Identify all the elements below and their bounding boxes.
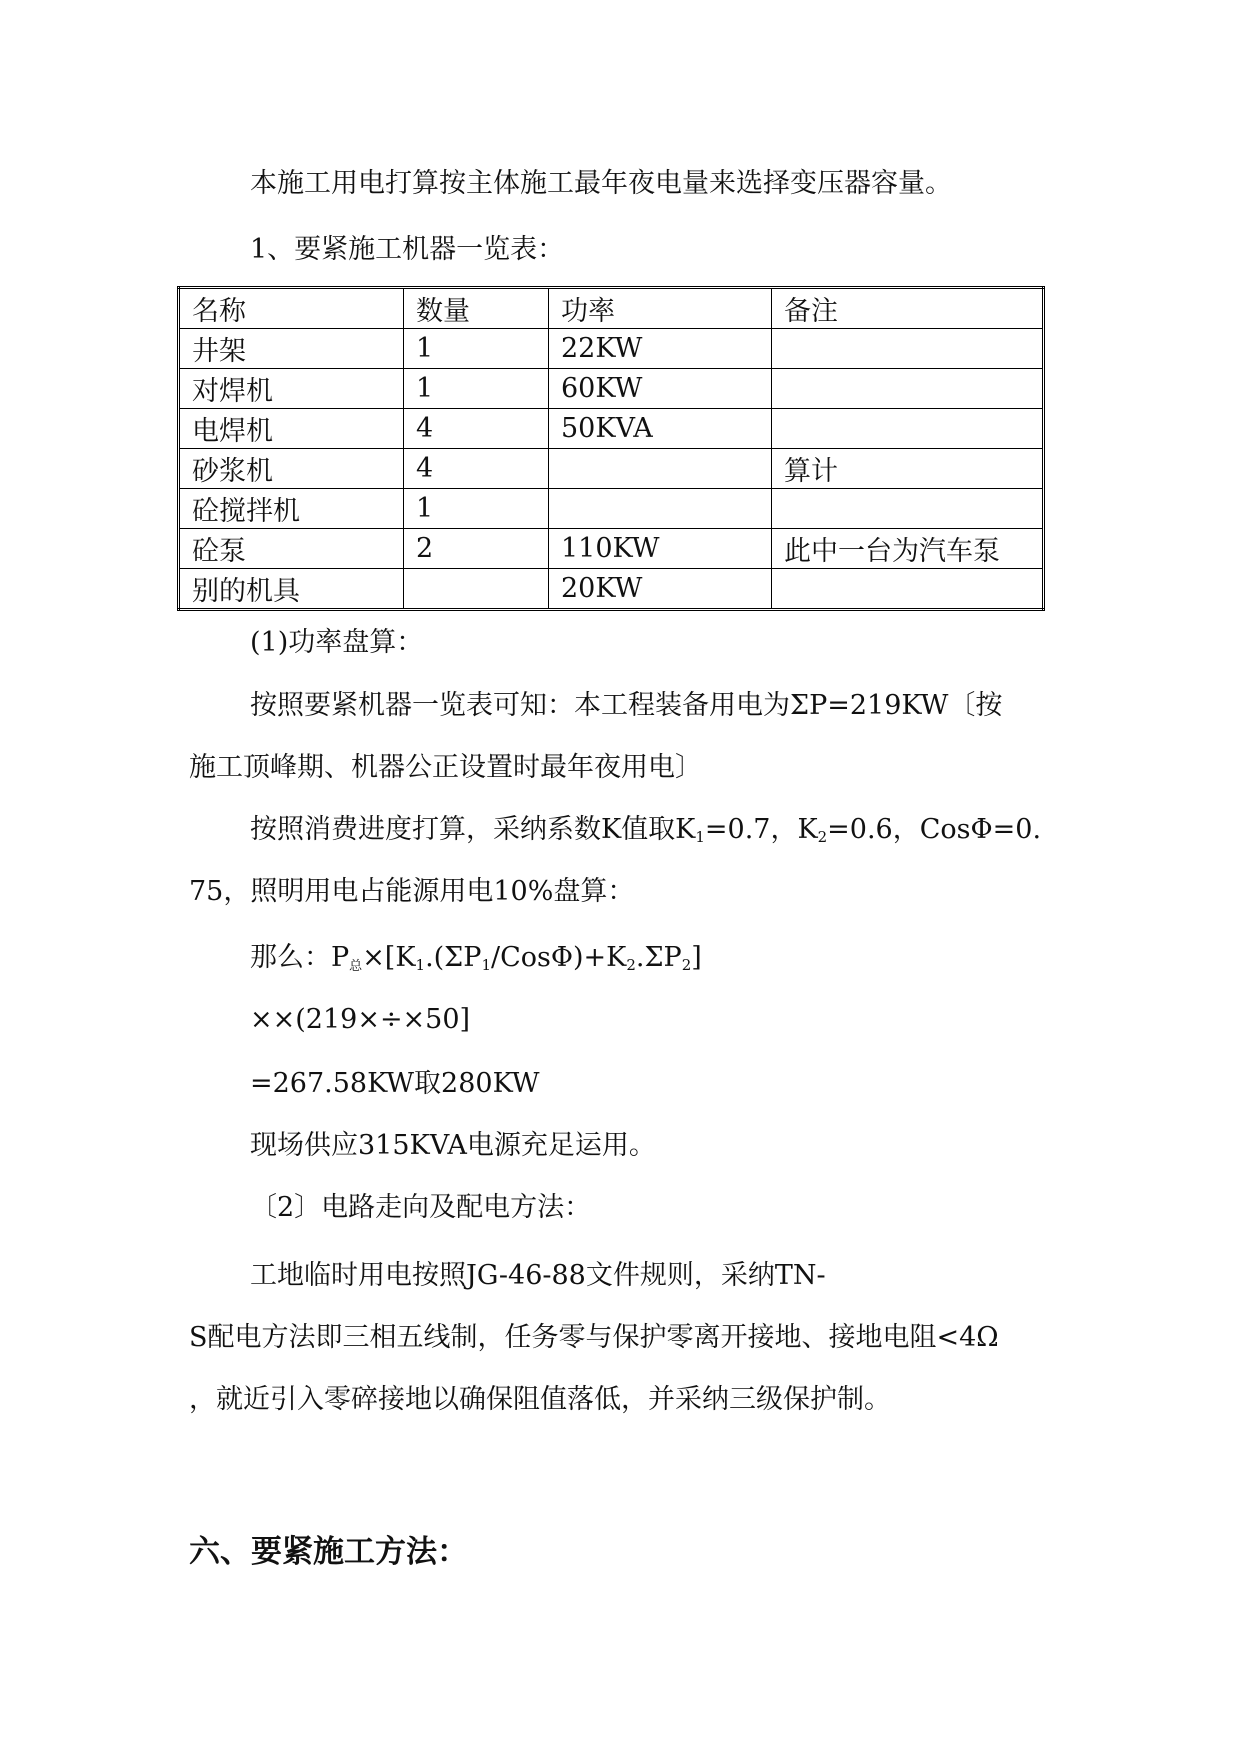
subscript: 2 (681, 956, 692, 974)
coefficient-paragraph-line-1 (250, 812, 1041, 848)
cell-remarks: 此中一台为汽车泵 (772, 529, 1044, 569)
table-title: 1、要紧施工机器一览表： (250, 234, 565, 265)
table-row (179, 329, 1044, 369)
cell-quantity: 1 (404, 489, 549, 529)
cell-name: 电焊机 (179, 409, 404, 449)
formula-part: 那么：P (250, 942, 350, 973)
section-heading: 六、要紧施工方法： (189, 1534, 468, 1570)
formula-part: .(ΣP (425, 942, 482, 973)
cell-remarks (772, 329, 1044, 369)
cell-power: 110KW (549, 529, 772, 569)
machine-table (177, 286, 1045, 611)
intro-paragraph: 本施工用电打算按主体施工最年夜电量来选择变压器容量。 (250, 168, 952, 199)
supply-statement: 现场供应315KVA电源充足运用。 (250, 1130, 656, 1161)
wiring-paragraph-line-1: 工地临时用电按照JG-46-88文件规则，采纳TN- (250, 1260, 826, 1291)
coefficient-text-c: =0.6，CosΦ=0. (827, 814, 1042, 845)
calculation-line-1: ××(219×÷×50] (250, 1004, 471, 1035)
power-paragraph-line-2: 施工顶峰期、机器公正设置时最年夜用电〕 (189, 752, 702, 783)
subscript: 1 (415, 956, 426, 974)
table-row (179, 529, 1044, 569)
cell-name: 砼泵 (179, 529, 404, 569)
formula-part: .ΣP (635, 942, 682, 973)
cell-power: 20KW (549, 569, 772, 610)
subscript: 总 (349, 959, 363, 974)
cell-quantity: 4 (404, 449, 549, 489)
cell-quantity: 2 (404, 529, 549, 569)
coefficient-text-a: 按照消费进度打算，采纳系数K值取K (250, 814, 696, 845)
subscript: 2 (626, 956, 636, 974)
cell-power: 60KW (549, 369, 772, 409)
cell-quantity: 4 (404, 409, 549, 449)
formula-line (250, 940, 702, 976)
header-quantity: 数量 (404, 288, 549, 329)
table-row (179, 569, 1044, 610)
formula-part: ×[K (362, 942, 416, 973)
table-row (179, 449, 1044, 489)
cell-name: 砂浆机 (179, 449, 404, 489)
subscript: 1 (481, 956, 491, 974)
subscript: 1 (695, 828, 705, 846)
cell-name: 别的机具 (179, 569, 404, 610)
coefficient-text-b: =0.7，K (704, 814, 818, 845)
header-name: 名称 (179, 288, 404, 329)
cell-remarks (772, 409, 1044, 449)
cell-quantity (404, 569, 549, 610)
formula-part: /CosΦ)+K (490, 942, 627, 973)
cell-name: 井架 (179, 329, 404, 369)
cell-power: 22KW (549, 329, 772, 369)
cell-remarks (772, 569, 1044, 610)
cell-name: 对焊机 (179, 369, 404, 409)
cell-name: 砼搅拌机 (179, 489, 404, 529)
cell-remarks (772, 369, 1044, 409)
cell-power (549, 449, 772, 489)
table-row (179, 409, 1044, 449)
subscript: 2 (817, 828, 828, 846)
cell-remarks (772, 489, 1044, 529)
cell-quantity: 1 (404, 329, 549, 369)
coefficient-paragraph-line-2: 75，照明用电占能源用电10%盘算： (189, 876, 635, 907)
table-row (179, 489, 1044, 529)
section-2-title: 〔2〕电路走向及配电方法： (250, 1192, 592, 1223)
cell-quantity: 1 (404, 369, 549, 409)
header-remarks: 备注 (772, 288, 1044, 329)
wiring-paragraph-line-2: S配电方法即三相五线制，任务零与保护零离开接地、接地电阻<4Ω (189, 1322, 999, 1353)
power-paragraph-line-1: 按照要紧机器一览表可知：本工程装备用电为ΣP=219KW〔按 (250, 690, 1003, 721)
table-row (179, 369, 1044, 409)
calculation-line-2: =267.58KW取280KW (250, 1068, 540, 1099)
section-1-title: (1)功率盘算： (250, 627, 424, 658)
cell-remarks: 算计 (772, 449, 1044, 489)
formula-part: ] (691, 942, 702, 973)
wiring-paragraph-line-3: ，就近引入零碎接地以确保阻值落低，并采纳三级保护制。 (189, 1384, 891, 1415)
cell-power (549, 489, 772, 529)
cell-power: 50KVA (549, 409, 772, 449)
table-header-row (179, 288, 1044, 329)
header-power: 功率 (549, 288, 772, 329)
